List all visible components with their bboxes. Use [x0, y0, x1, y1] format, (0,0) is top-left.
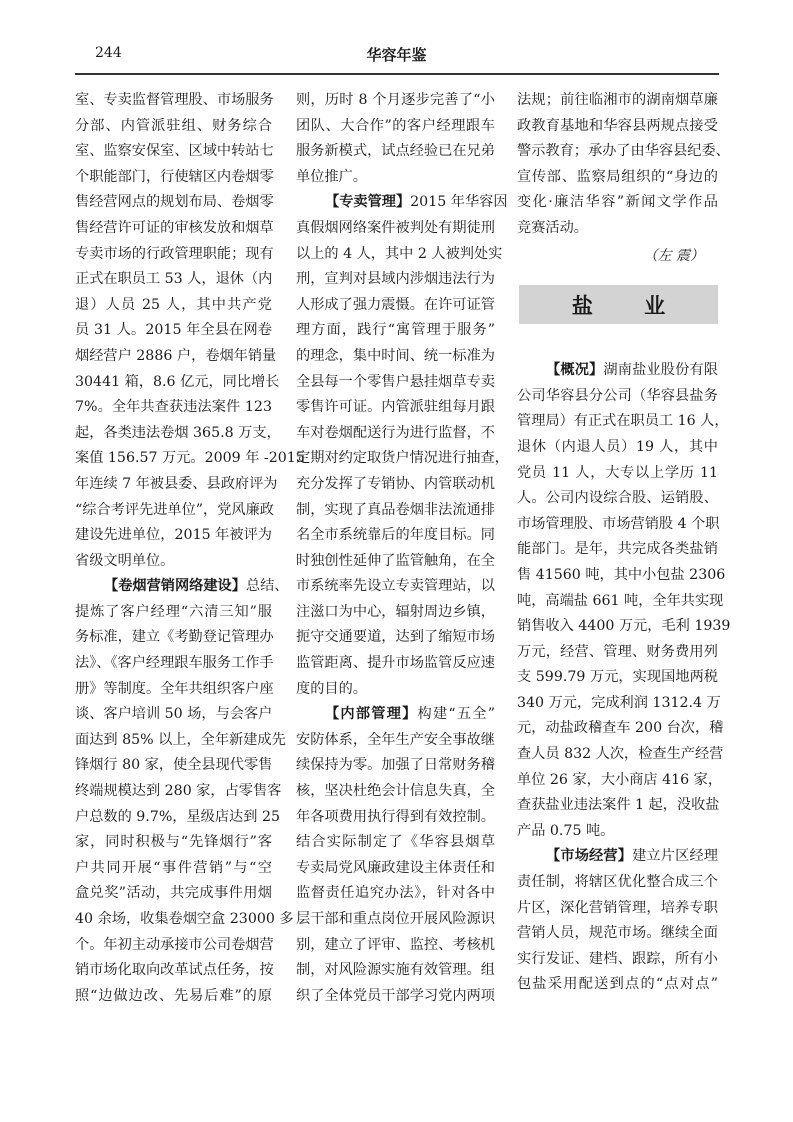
text-line: 服务新模式，试点经验已在兄弟: [296, 143, 495, 160]
column-2: [296, 88, 509, 1009]
paragraph-heading: 【概况】: [546, 362, 604, 379]
paragraph-heading: 【卷烟营销网络建设】: [104, 578, 246, 595]
page-number: 244: [95, 45, 122, 61]
text-line: 党员 11 人，大专以上学历 11: [517, 464, 718, 481]
text-line: 专卖市场的行政管理职能；现有: [75, 245, 274, 262]
text-line: [296, 702, 495, 728]
text-line: 以上的 4 人，其中 2 人被判处实: [296, 245, 503, 262]
text-line: 市系统率先设立专卖管理站，以: [296, 578, 495, 595]
text-line: 谈、客户培训 50 场，与会客户: [75, 706, 273, 723]
text-line: 340 万元，完成利润 1312.4 万: [517, 694, 721, 711]
text-line: 建设先进单位，2015 年被评为: [75, 527, 272, 544]
text-line: 零售许可证。内管派驻组每月跟: [296, 399, 495, 416]
text-line: 30441 箱，8.6 亿元，同比增长: [75, 373, 280, 390]
text-line: 年各项费用执行得到有效控制。: [296, 808, 495, 825]
text-line: [75, 574, 289, 600]
text-line: 扼守交通要道，达到了缩短市场: [296, 629, 495, 646]
text-line: 竞赛活动。: [517, 219, 588, 236]
column-3: [517, 88, 731, 998]
text-line: 片区，深化营销管理，培养专职: [517, 899, 718, 916]
text-line: 时独创性延伸了监管触角，在全: [296, 552, 495, 569]
paragraph: [296, 190, 509, 702]
text-line: 产品 0.75 吨。: [517, 822, 615, 839]
text-line: 实行发证、建档、跟踪，所有小: [517, 950, 718, 967]
line-text: 2015 年华容因: [410, 194, 508, 211]
text-line: 度的目的。: [296, 680, 367, 697]
text-line: 责任制，将辖区优化整合成三个: [517, 874, 718, 891]
text-line: 省级文明单位。: [75, 552, 175, 569]
text-line: 公司华容县分公司（华容县盐务: [517, 387, 718, 404]
text-line: 烟经营户 2886 户，卷烟年销量: [75, 347, 277, 364]
text-line: 售 41560 吨，其中小包盐 2306: [517, 566, 726, 583]
text-line: 安防体系，全年生产安全事故继: [296, 731, 495, 748]
text-line: 个职能部门，行使辖区内卷烟零: [75, 168, 274, 185]
text-line: 变化·廉洁华容”新闻文学作品: [517, 194, 718, 211]
text-line: 营销人员，规范市场。继续全面: [517, 925, 718, 942]
paragraph: [75, 88, 305, 574]
paragraph: [517, 844, 718, 998]
text-line: 户总数的 9.7%，星级店达到 25: [75, 808, 280, 825]
text-line: 年连续 7 年被县委、县政府评为: [75, 475, 278, 492]
author-credit: （左 震）: [643, 247, 704, 264]
text-line: 盒兑奖”活动，共完成事件用烟: [75, 885, 272, 902]
text-line: 务标准，建立《考勤登记管理办: [75, 629, 274, 646]
text-line: 能部门。是年，共完成各类盐销: [517, 541, 718, 558]
text-line: 定期对约定取货户情况进行抽查，: [296, 450, 509, 467]
text-line: 人。公司内设综合股、运销股、: [517, 490, 718, 507]
text-line: 销市场化取向改革试点任务，按: [75, 962, 274, 979]
text-line: 面达到 85% 以上，全年新建成先: [75, 731, 286, 748]
text-line: 退）人员 25 人，其中共产党: [75, 296, 272, 313]
text-line: 充分发挥了专销协、内管联动机: [296, 475, 495, 492]
paragraph: [296, 702, 495, 1009]
text-line: [517, 844, 718, 870]
text-line: 室、专卖监督管理股、市场服务: [75, 92, 274, 108]
text-line: 法》、《客户经理跟车服务工作手: [75, 655, 274, 672]
text-line: 团队、大合作”的客户经理跟车: [296, 117, 495, 134]
text-line: 刑，宣判对县域内涉烟违法行为: [296, 271, 495, 288]
paragraph: [296, 88, 495, 190]
text-line: 市场管理股、市场营销股 4 个职: [517, 515, 720, 532]
text-line: 续保持为零。加强了日常财务稽: [296, 757, 495, 774]
text-line: 的理念，集中时间、统一标准为: [296, 347, 495, 364]
text-line: 终端规模达到 280 家，占零售客: [75, 783, 282, 800]
text-line: 户共同开展“事件营销”与“空: [75, 859, 272, 876]
text-line: 查人员 832 人次，检查生产经营: [517, 746, 724, 763]
text-line: 名全市系统靠后的年度目标。同: [296, 527, 495, 544]
text-line: 别，建立了评审、监控、考核机: [296, 936, 495, 953]
text-line: 员 31 人。2015 年全县在网卷: [75, 322, 272, 339]
column-1: [75, 88, 305, 1009]
text-line: 织了全体党员干部学习党内两项: [296, 987, 495, 1004]
text-line: 则，历时 8 个月逐步完善了“小: [296, 92, 495, 108]
text-line: 制，实现了真品卷烟非法流通排: [296, 501, 495, 518]
text-line: 法规；前往临湘市的湖南烟草廉: [517, 92, 718, 108]
text-line: 照“边做边改、先易后难”的原: [75, 987, 272, 1004]
paragraph: [517, 358, 731, 844]
text-line: 元，动盐政稽查车 200 台次，稽: [517, 720, 724, 737]
text-line: 提炼了客户经理“六清三知”服: [75, 603, 272, 620]
text-line: 单位 26 家，大小商店 416 家，: [517, 771, 723, 788]
line-text: 总结、: [245, 578, 289, 595]
line-text: 建立片区经理: [632, 848, 718, 865]
text-line: 宣传部、监察局组织的“身边的: [517, 168, 718, 185]
text-line: 制，对风险源实施有效管理。组: [296, 962, 495, 979]
text-line: 人形成了强力震慑。在许可证管: [296, 296, 495, 313]
paragraph-heading: 【市场经营】: [546, 848, 633, 865]
text-line: 层干部和重点岗位开展风险源识: [296, 911, 495, 927]
text-line: 警示教育；承办了由华容县纪委、: [517, 143, 730, 160]
text-line: 7%。全年共查获违法案件 123: [75, 399, 272, 416]
section-title: 盐 业: [519, 285, 718, 324]
text-line: 监督责任追究办法》，针对各中: [296, 885, 495, 902]
text-line: 结合实际制定了《华容县烟草: [296, 834, 495, 851]
text-line: 销售收入 4400 万元，毛利 1939: [517, 618, 731, 635]
text-line: 万元，经营、管理、财务费用列: [517, 643, 718, 660]
line-text: 湖南盐业股份有限: [603, 362, 718, 379]
running-title: 华容年鉴: [366, 46, 427, 64]
text-line: [296, 190, 508, 216]
text-line: 册》等制度。全年共组织客户座: [75, 680, 274, 697]
text-line: “综合考评先进单位”，党风廉政: [75, 501, 274, 518]
text-line: 查获盐业违法案件 1 起，没收盐: [517, 797, 720, 814]
text-line: 车对卷烟配送行为进行监督，不: [296, 424, 495, 441]
text-line: 专卖局党风廉政建设主体责任和: [296, 859, 495, 876]
paragraph-heading: 【内部管理】: [325, 706, 418, 723]
text-line: 包盐采用配送到点的“点对点”: [517, 976, 718, 993]
spacer: [517, 324, 718, 358]
text-line: [517, 358, 718, 384]
text-line: 理方面，践行“寓管理于服务”: [296, 322, 495, 339]
text-line: 管理局）有正式在职员工 16 人，: [517, 413, 729, 430]
text-line: 案值 156.57 万元。2009 年 -2015: [75, 450, 305, 467]
text-line: 40 余场，收集卷烟空盒 23000 多: [75, 911, 294, 927]
text-line: 售经营网点的规划布局、卷烟零: [75, 194, 274, 211]
text-line: 个。年初主动承接市公司卷烟营: [75, 936, 274, 953]
paragraph: [517, 88, 730, 242]
header-rule: [75, 73, 719, 75]
line-text: 构建“五全”: [417, 706, 495, 723]
text-line: 支 599.79 万元，实现国地两税: [517, 669, 718, 686]
text-line: 家，同时积极与“先锋烟行”客: [75, 834, 272, 851]
text-line: 正式在职员工 53 人，退休（内: [75, 271, 273, 288]
paragraph: [75, 574, 294, 1009]
text-line: 分部、内管派驻组、财务综合: [75, 117, 272, 134]
text-line: 起，各类违法卷烟 365.8 万支，: [75, 424, 281, 441]
text-line: 售经营许可证的审核发放和烟草: [75, 219, 274, 236]
text-line: 真假烟网络案件被判处有期徒刑: [296, 219, 495, 236]
text-line: 单位推广。: [296, 168, 367, 185]
text-line: 核，坚决杜绝会计信息失真，全: [296, 783, 495, 800]
text-line: 吨，高端盐 661 吨，全年共实现: [517, 592, 724, 609]
text-line: 监管距离、提升市场监管反应速: [296, 655, 495, 672]
text-line: 退休（内退人员）19 人，其中: [517, 438, 718, 455]
text-line: 锋烟行 80 家，使全县现代零售: [75, 757, 273, 774]
text-line: 注滋口为中心，辐射周边乡镇，: [296, 603, 495, 620]
text-line: 室、监察安保室、区域中转站七: [75, 143, 274, 160]
paragraph-heading: 【专卖管理】: [325, 194, 411, 211]
text-line: 全县每一个零售户悬挂烟草专卖: [296, 373, 495, 390]
text-line: 政教育基地和华容县两规点接受: [517, 117, 718, 134]
